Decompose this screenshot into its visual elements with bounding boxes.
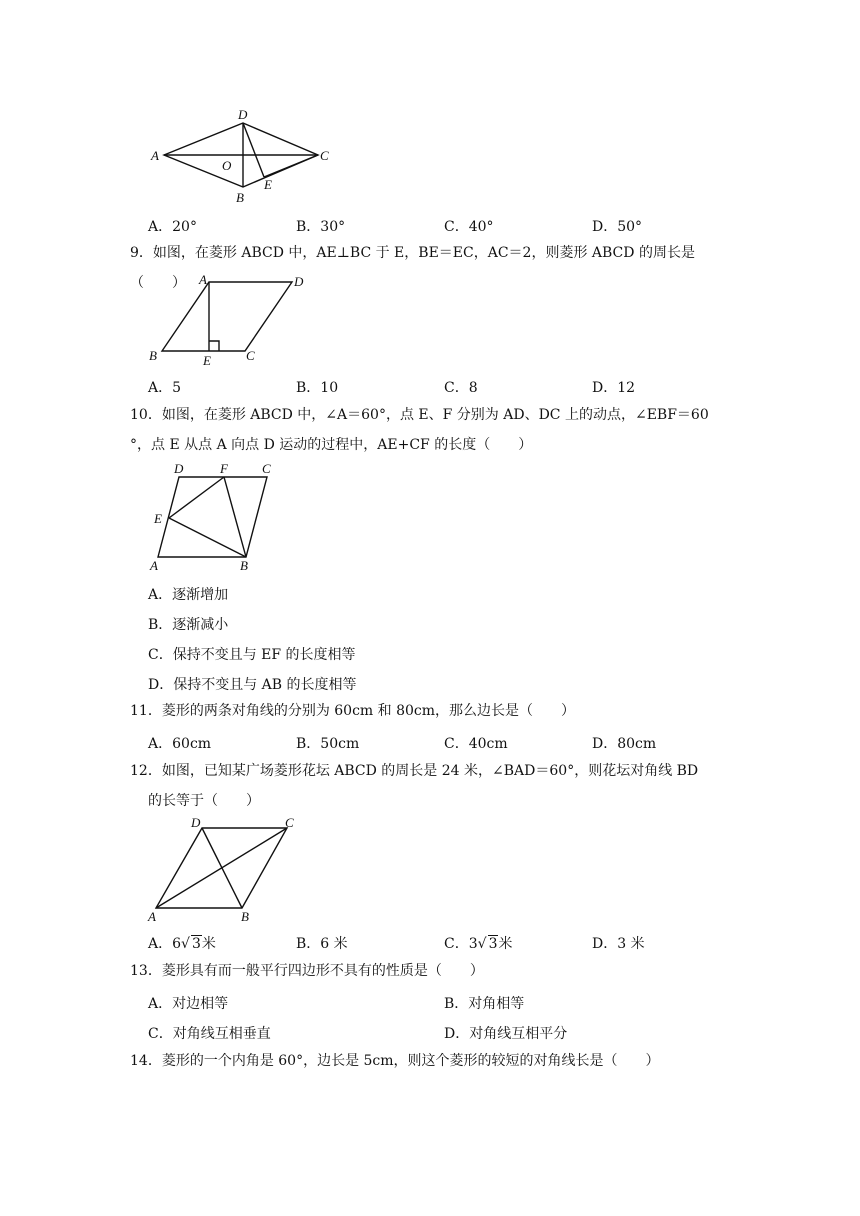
q8-label-a: A <box>151 148 159 163</box>
q10-segment-be <box>169 518 246 557</box>
q12-text-line2: 的长等于（ ） <box>148 793 260 809</box>
q11-text: 11．菱形的两条对角线的分别为 60cm 和 80cm，那么边长是（ ） <box>130 703 576 719</box>
q9-option-a[interactable]: A．5 <box>148 380 182 396</box>
q12-label-d: D <box>191 815 201 830</box>
q12-option-b[interactable]: B．6 米 <box>296 936 348 952</box>
q12-text-line1: 12．如图，已知某广场菱形花坛 ABCD 的周长是 24 米，∠BAD＝60°，则花坛对角线 BD <box>130 763 699 779</box>
q8-option-c[interactable]: C．40° <box>444 219 494 235</box>
q10-option-a[interactable]: A．逐渐增加 <box>148 587 229 603</box>
q9-rhombus-figure <box>144 272 314 368</box>
q13-text: 13．菱形具有而一般平行四边形不具有的性质是（ ） <box>130 963 484 979</box>
q10-label-e: E <box>154 511 162 526</box>
q12-label-b: B <box>241 909 249 924</box>
q11-option-d[interactable]: D．80cm <box>592 736 657 752</box>
q14-text: 14．菱形的一个内角是 60°，边长是 5cm，则这个菱形的较短的对角线长是（ ） <box>130 1053 660 1069</box>
q11-option-a[interactable]: A．60cm <box>148 736 212 752</box>
q10-text-line2: °，点 E 从点 A 向点 D 运动的过程中，AE+CF 的长度（ ） <box>130 437 533 453</box>
q12-option-d[interactable]: D．3 米 <box>592 936 645 952</box>
q11-option-b[interactable]: B．50cm <box>296 736 360 752</box>
q10-rhombus <box>158 477 267 557</box>
q9-option-c[interactable]: C．8 <box>444 380 478 396</box>
q10-option-b[interactable]: B．逐渐减小 <box>148 617 229 633</box>
q10-label-f: F <box>220 461 228 476</box>
q13-option-d[interactable]: D．对角线互相平分 <box>444 1026 568 1042</box>
q12-rhombus-figure <box>146 812 316 928</box>
q10-label-c: C <box>262 461 271 476</box>
q8-label-b: B <box>236 190 244 205</box>
q8-option-d[interactable]: D．50° <box>592 219 643 235</box>
q9-label-d: D <box>294 274 304 289</box>
q10-label-a: A <box>150 558 158 573</box>
q9-right-angle-mark <box>209 341 219 351</box>
q9-label-b: B <box>149 348 157 363</box>
q12-option-c[interactable]: C．3√ 3米 <box>444 936 513 952</box>
q8-segment-ce <box>264 155 318 177</box>
q9-label-c: C <box>246 348 255 363</box>
q9-text: 9．如图，在菱形 ABCD 中，AE⊥BC 于 E，BE＝EC，AC＝2，则菱形 ABCD 的周长是（ ） <box>130 245 695 291</box>
q10-segment-bf <box>224 477 246 557</box>
q8-option-a[interactable]: A．20° <box>148 219 197 235</box>
q13-option-a[interactable]: A．对边相等 <box>148 996 229 1012</box>
q9-option-d[interactable]: D．12 <box>592 380 636 396</box>
q8-rhombus-figure <box>150 104 340 208</box>
q10-text-line1: 10．如图，在菱形 ABCD 中，∠A＝60°，点 E、F 分别为 AD、DC 上的动点，∠EBF＝60 <box>130 407 709 423</box>
q13-option-c[interactable]: C．对角线互相垂直 <box>148 1026 271 1042</box>
q8-label-e: E <box>264 177 272 192</box>
q9-label-e: E <box>203 353 211 368</box>
q11-option-c[interactable]: C．40cm <box>444 736 508 752</box>
q10-option-c[interactable]: C．保持不变且与 EF 的长度相等 <box>148 647 356 663</box>
q12-option-a[interactable]: A．6√ 3米 <box>148 936 216 952</box>
q9-rhombus <box>162 282 292 351</box>
q10-label-d: D <box>174 461 184 476</box>
q8-label-c: C <box>320 148 329 163</box>
q12-diagonal-bd <box>202 828 242 908</box>
q9-label-a: A <box>199 272 207 287</box>
q8-label-o: O <box>222 158 232 173</box>
q12-label-a: A <box>148 909 156 924</box>
q8-option-b[interactable]: B．30° <box>296 219 346 235</box>
q9-option-b[interactable]: B．10 <box>296 380 339 396</box>
q10-label-b: B <box>240 558 248 573</box>
q8-label-d: D <box>238 107 248 122</box>
q10-rhombus-figure <box>148 460 278 576</box>
q12-label-c: C <box>285 815 294 830</box>
q13-option-b[interactable]: B．对角相等 <box>444 996 525 1012</box>
q10-option-d[interactable]: D．保持不变且与 AB 的长度相等 <box>148 677 357 693</box>
